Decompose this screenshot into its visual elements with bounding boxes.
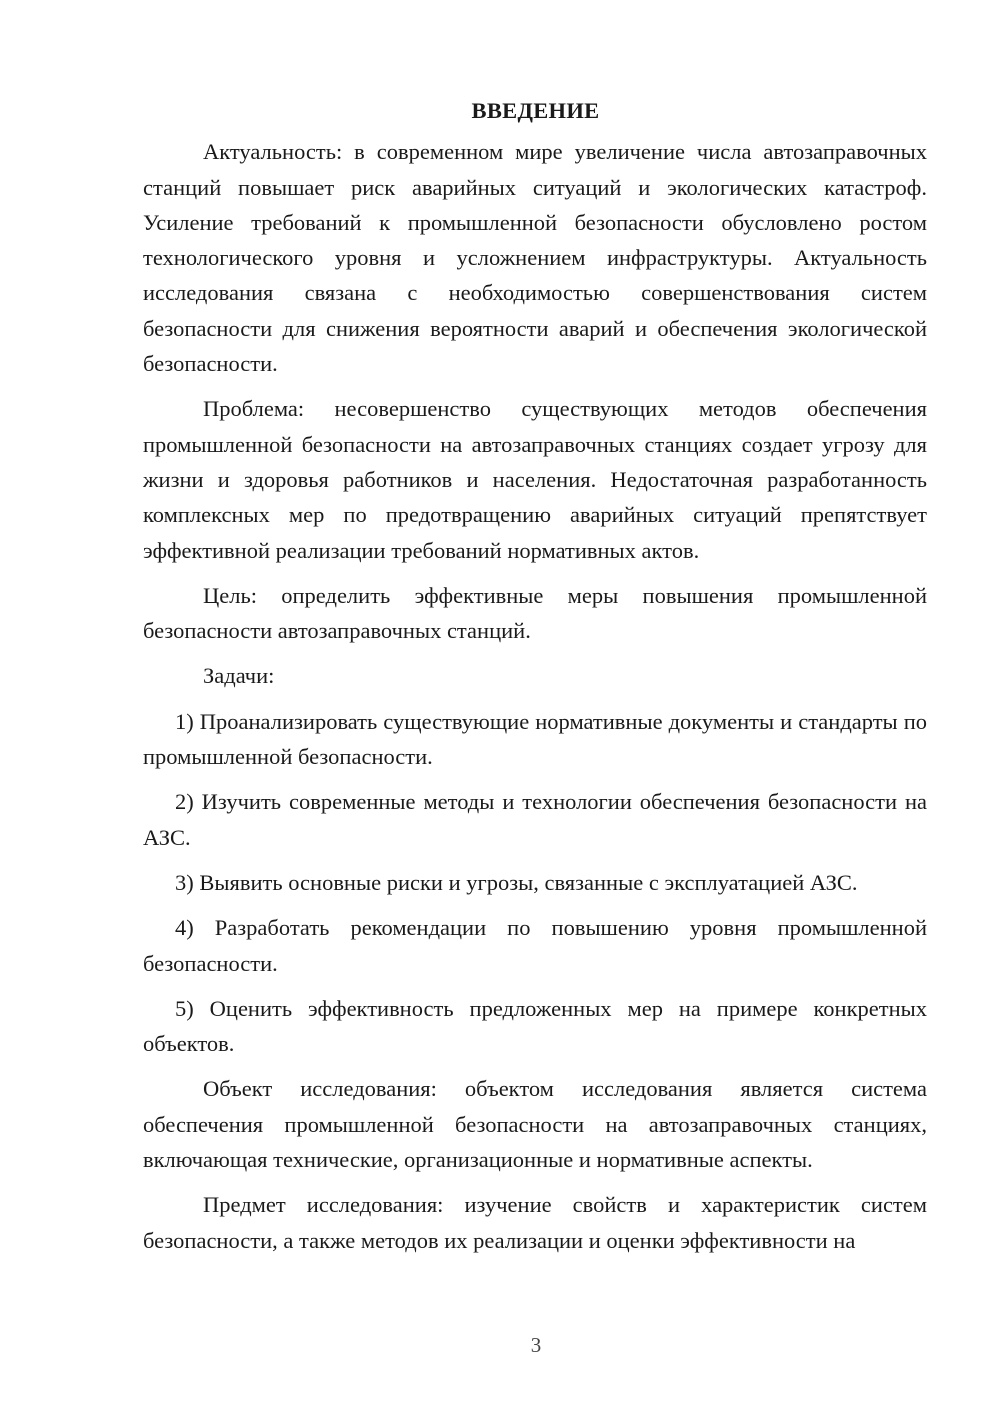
page-content [143,93,927,1258]
task-item-4: 4) Разработать рекомендации по повышению уровня промышленной безопасности. [143,915,927,976]
tasks-label: Задачи: [203,663,275,689]
section-heading: ВВЕДЕНИЕ [471,98,600,123]
paragraph-object: Объект исследования: объектом исследования является система обеспечения промышленной безопасности на автозаправочных станциях, включающая технические, организационные и нормативные аспекты. [143,1076,927,1173]
paragraph-goal: Цель: определить эффективные меры повышения промышленной безопасности автозаправочных станций. [143,582,927,644]
paragraph-problem: Проблема: несовершенство существующих методов обеспечения промышленной безопасности на автозаправочных станциях создает угрозу для жизни и здоровья работников и населения. Недостаточная разработанность комплексных мер по предотвращению аварийных ситуаций препятствует эффективной реализации требований нормативных актов. [143,396,927,563]
task-item-1: 1) Проанализировать существующие нормативные документы и стандарты по промышленной безопасности. [143,708,927,770]
page-number: 3 [530,1333,542,1357]
task-item-5: 5) Оценить эффективность предложенных мер на примере конкретных объектов. [143,995,927,1057]
task-item-2: 2) Изучить современные методы и технологии обеспечения безопасности на АЗС. [143,789,927,850]
paragraph-relevance: Актуальность: в современном мире увеличение числа автозаправочных станций повышает риск аварийных ситуаций и экологических катастроф. Усиление требований к промышленной безопасности обусловлено ростом технологического уровня и усложнением инфраструктуры. Актуальность исследования связана с необходимостью совершенствования систем безопасности для снижения вероятности аварий и обеспечения экологической безопасности. [143,139,927,377]
paragraph-subject: Предмет исследования: изучение свойств и характеристик систем безопасности, а также методов их реализации и оценки эффективности на [143,1192,927,1253]
task-item-3: 3) Выявить основные риски и угрозы, связанные с эксплуатацией АЗС. [175,869,858,895]
